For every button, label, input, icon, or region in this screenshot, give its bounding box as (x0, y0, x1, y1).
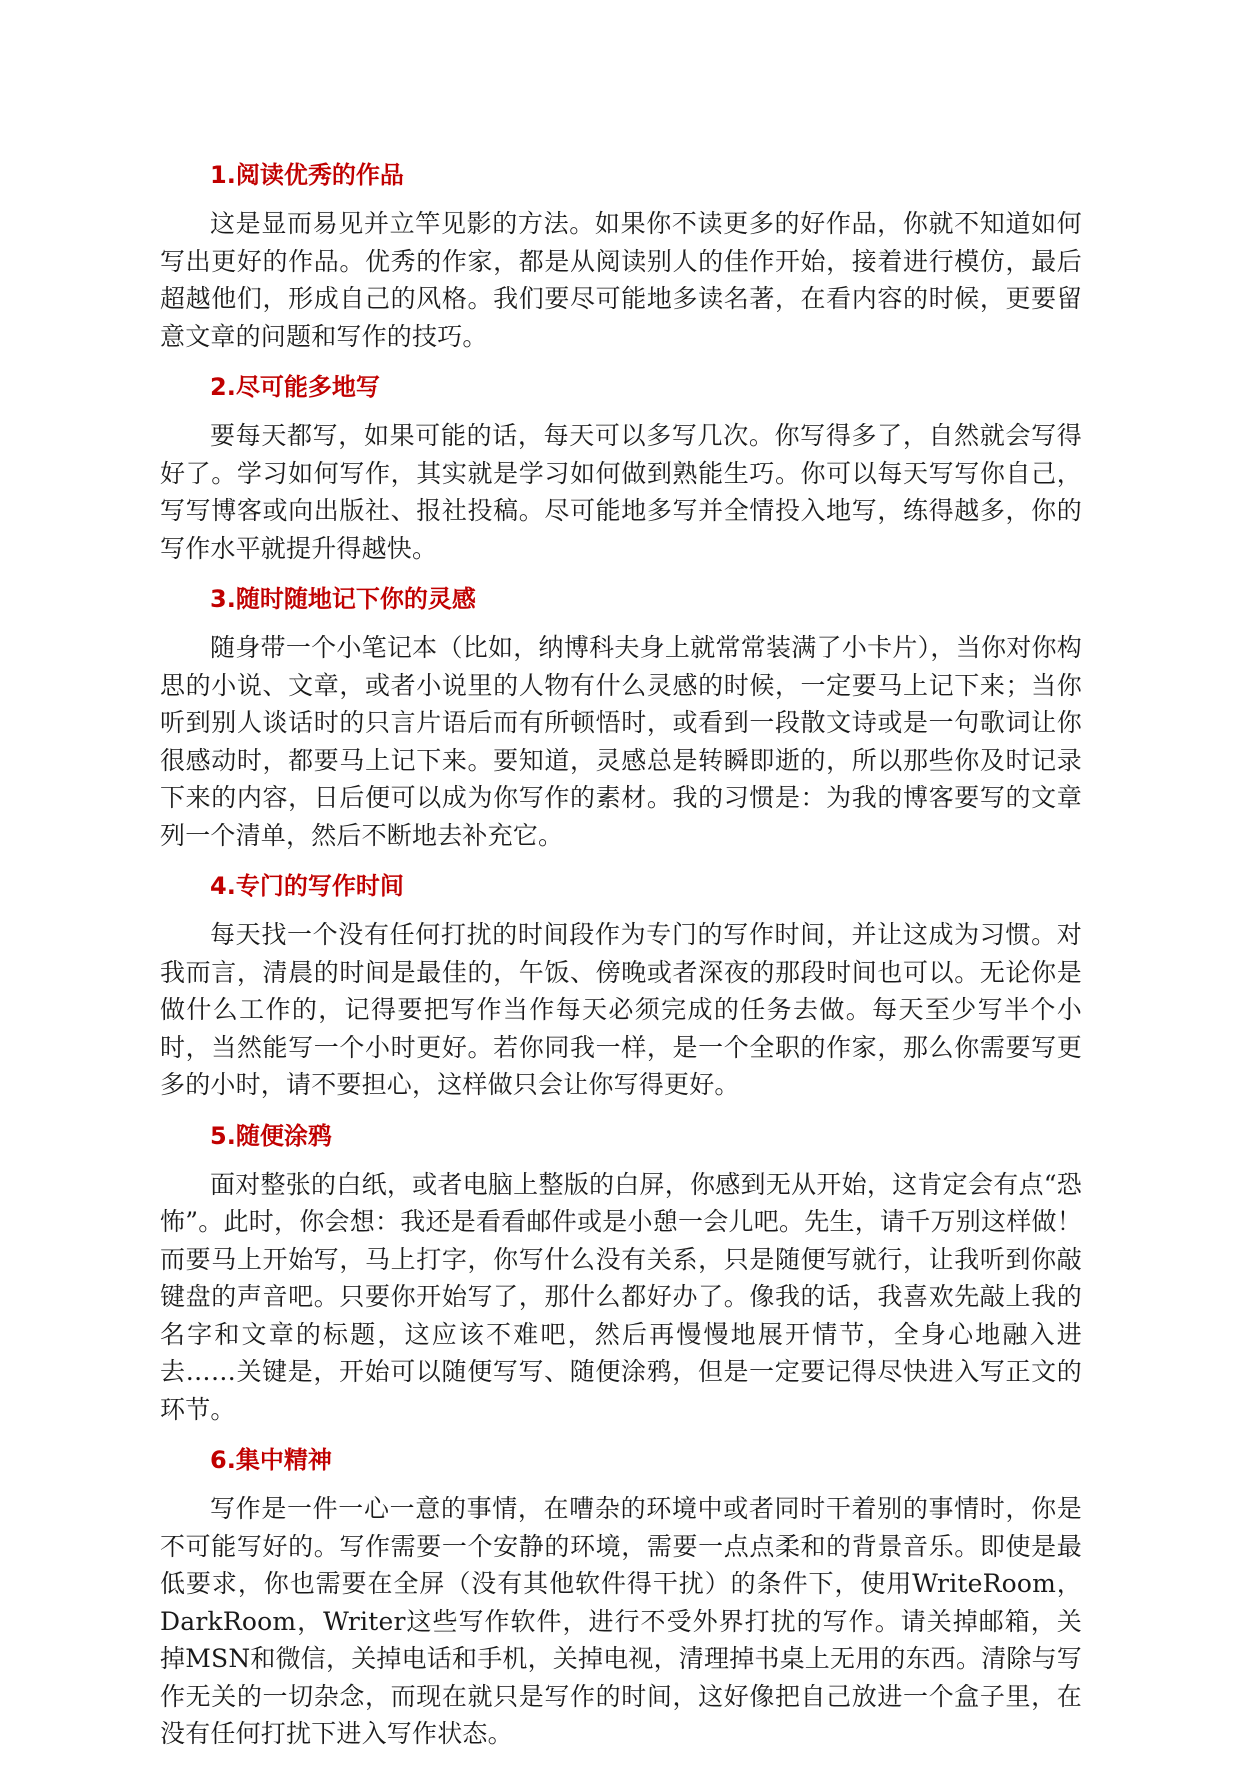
section-heading: 6.集中精神 (210, 1446, 332, 1474)
section-heading: 5.随便涂鸦 (210, 1121, 332, 1150)
section-paragraph: 写作是一件一心一意的事情，在嘈杂的环境中或者同时干着别的事情时，你是不可能写好的。写作需要一个安静的环境，需要一点点柔和的背景音乐。即使是最低要求，你也需要在全屏（没有其他软件得干扰）的条件下，使用WriteRoom，DarkRoom，Writer这些写作软件，进行不受外界打扰的写作。请关掉邮箱，关掉MSN和微信，关掉电话和手机，关掉电视，清理掉书桌上无用的东西。清除与写作无关的一切杂念，而现在就只是写作的时间，这好像把自己放进一个盒子里，在没有任何打扰下进入写作状态。 (160, 1494, 1083, 1748)
section-paragraph: 这是显而易见并立竿见影的方法。如果你不读更多的好作品，你就不知道如何写出更好的作品。优秀的作家，都是从阅读别人的佳作开始，接着进行模仿，最后超越他们，形成自己的风格。我们要尽可能地多读名著，在看内容的时候，更要留意文章的问题和写作的技巧。 (160, 209, 1082, 351)
section-paragraph: 面对整张的白纸，或者电脑上整版的白屏，你感到无从开始，这肯定会有点“恐怖”。此时，你会想：我还是看看邮件或是小憩一会儿吧。先生，请千万别这样做！而要马上开始写，马上打字，你写什么没有关系，只是随便写就行，让我听到你敲键盘的声音吧。只要你开始写了，那什么都好办了。像我的话，我喜欢先敲上我的名字和文章的标题，这应该不难吧，然后再慢慢地展开情节，全身心地融入进去……关键是，开始可以随便写写、随便涂鸦，但是一定要记得尽快进入写正文的环节。 (160, 1169, 1082, 1424)
section-heading: 4.专门的写作时间 (210, 872, 404, 900)
section-paragraph: 要每天都写，如果可能的话，每天可以多写几次。你写得多了，自然就会写得好了。学习如何写作，其实就是学习如何做到熟能生巧。你可以每天写写你自己，写写博客或向出版社、报社投稿。尽可能地多写并全情投入地写，练得越多，你的写作水平就提升得越快。 (160, 421, 1082, 563)
section-heading: 1.阅读优秀的作品 (210, 161, 404, 189)
section-6 (160, 1443, 1082, 1753)
section-paragraph: 每天找一个没有任何打扰的时间段作为专门的写作时间，并让这成为习惯。对我而言，清晨的时间是最佳的，午饭、傍晚或者深夜的那段时间也可以。无论你是做什么工作的，记得要把写作当作每天必须完成的任务去做。每天至少写半个小时，当然能写一个小时更好。若你同我一样，是一个全职的作家，那么你需要写更多的小时，请不要担心，这样做只会让你写得更好。 (160, 920, 1082, 1099)
section-heading: 3.随时随地记下你的灵感 (210, 585, 476, 613)
section-2 (160, 370, 1082, 567)
article-body (160, 158, 1082, 1768)
section-4 (160, 869, 1082, 1104)
section-1 (160, 158, 1082, 355)
section-5 (160, 1119, 1082, 1429)
section-heading: 2.尽可能多地写 (210, 373, 380, 401)
section-3 (160, 582, 1082, 854)
section-paragraph: 随身带一个小笔记本（比如，纳博科夫身上就常常装满了小卡片），当你对你构思的小说、文章，或者小说里的人物有什么灵感的时候，一定要马上记下来；当你听到别人谈话时的只言片语后而有所顿悟时，或看到一段散文诗或是一句歌词让你很感动时，都要马上记下来。要知道，灵感总是转瞬即逝的，所以那些你及时记录下来的内容，日后便可以成为你写作的素材。我的习惯是：为我的博客要写的文章列一个清单，然后不断地去补充它。 (160, 633, 1082, 850)
